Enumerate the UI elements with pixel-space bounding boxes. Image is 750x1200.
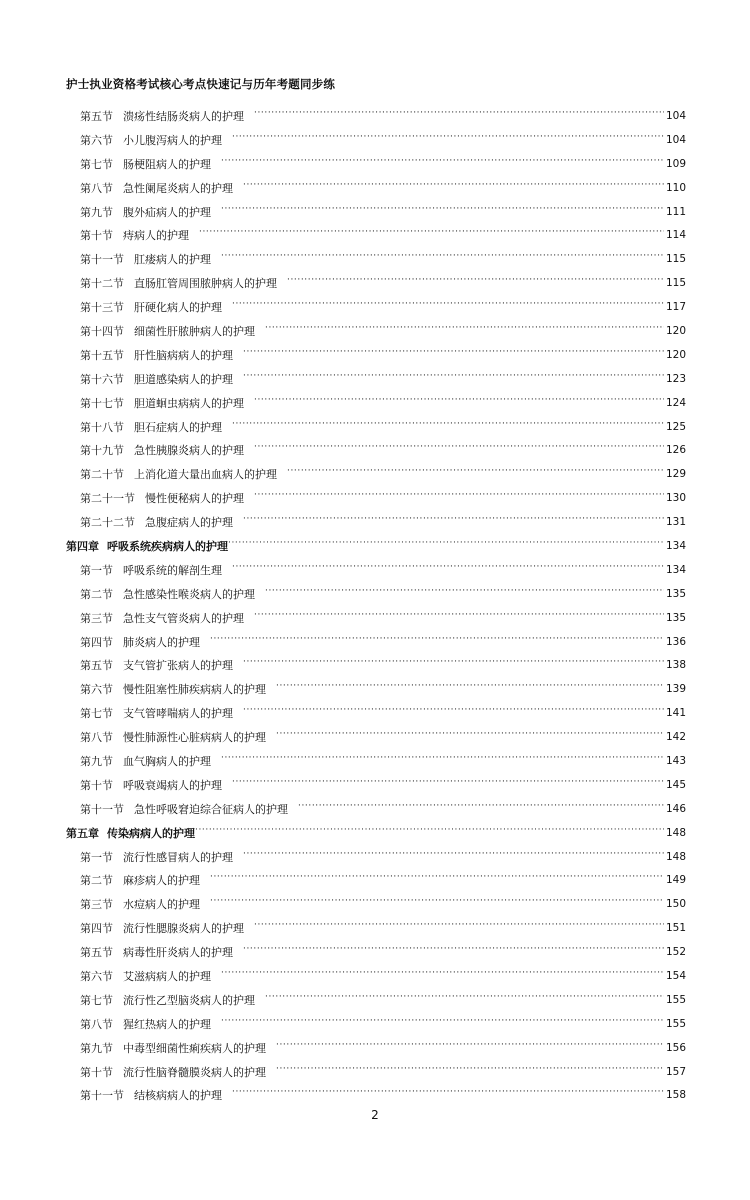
toc-entry-title: 胆道蛔虫病病人的护理 (134, 396, 244, 410)
toc-entry-number: 第九节 (80, 205, 113, 219)
toc-section-row[interactable] (66, 200, 686, 224)
toc-entry-title: 溃疡性结肠炎病人的护理 (123, 109, 244, 123)
toc-section-row[interactable] (66, 486, 686, 510)
toc-section-row[interactable] (66, 367, 686, 391)
toc-entry-title: 传染病病人的护理 (107, 826, 195, 840)
toc-entry-title: 肝硬化病人的护理 (134, 301, 222, 315)
toc-entry-page: 130 (665, 492, 686, 505)
toc-entry-number: 第十二节 (80, 277, 124, 291)
toc-entry-title: 呼吸系统的解剖生理 (123, 563, 222, 577)
toc-entry-page: 143 (665, 754, 686, 767)
toc-entry-page: 136 (665, 635, 686, 648)
toc-dot-leader (221, 970, 664, 982)
toc-dot-leader (265, 994, 664, 1006)
toc-entry-number: 第十五节 (80, 348, 124, 362)
toc-entry-title: 水痘病人的护理 (123, 898, 200, 912)
toc-section-row[interactable] (66, 916, 686, 940)
toc-dot-leader (276, 1066, 664, 1078)
toc-dot-leader (254, 612, 664, 624)
toc-section-row[interactable] (66, 1036, 686, 1060)
toc-entry-title: 艾滋病病人的护理 (123, 970, 211, 983)
toc-entry-number: 第七节 (80, 157, 113, 171)
toc-entry-title: 急腹症病人的护理 (145, 516, 233, 530)
toc-entry-title: 呼吸系统疾病病人的护理 (107, 539, 228, 553)
toc-entry-number: 第四章 (66, 539, 99, 553)
toc-dot-leader (243, 516, 664, 528)
toc-section-row[interactable] (66, 295, 686, 319)
toc-entry-page: 110 (665, 181, 686, 194)
toc-section-row[interactable] (66, 343, 686, 367)
toc-dot-leader (254, 922, 664, 934)
toc-dot-leader (232, 564, 664, 576)
toc-dot-leader (232, 1089, 664, 1101)
toc-dot-leader (276, 1042, 664, 1054)
toc-dot-leader (276, 683, 664, 695)
toc-entry-title: 流行性乙型脑炎病人的护理 (123, 993, 255, 1007)
toc-entry-page: 149 (665, 874, 686, 887)
toc-section-row[interactable] (66, 415, 686, 439)
toc-entry-number: 第五节 (80, 109, 113, 123)
toc-entry-page: 120 (665, 324, 686, 337)
toc-dot-leader (298, 803, 664, 815)
toc-entry-title: 支气管哮喘病人的护理 (123, 707, 233, 721)
toc-entry-page: 131 (665, 516, 686, 529)
toc-entry-number: 第四节 (80, 922, 113, 936)
toc-entry-page: 109 (665, 157, 686, 170)
toc-entry-number: 第五节 (80, 946, 113, 960)
toc-entry-page: 134 (665, 539, 686, 552)
toc-entry-number: 第五章 (66, 826, 99, 840)
toc-entry-page: 111 (665, 205, 686, 218)
toc-entry-page: 115 (665, 253, 686, 266)
toc-entry-title: 结核病病人的护理 (134, 1089, 222, 1103)
toc-section-row[interactable] (66, 988, 686, 1012)
toc-section-row[interactable] (66, 271, 686, 295)
toc-dot-leader (195, 827, 664, 839)
toc-section-row[interactable] (66, 725, 686, 749)
toc-entry-title: 流行性脑脊髓膜炎病人的护理 (123, 1065, 266, 1079)
toc-chapter-row[interactable] (66, 821, 686, 845)
toc-entry-title: 腹外疝病人的护理 (123, 205, 211, 219)
toc-dot-leader (265, 325, 664, 337)
toc-entry-title: 流行性感冒病人的护理 (123, 850, 233, 864)
toc-section-row[interactable] (66, 1012, 686, 1036)
toc-entry-title: 支气管扩张病人的护理 (123, 659, 233, 673)
toc-entry-page: 157 (665, 1065, 686, 1078)
running-header: 护士执业资格考试核心考点快速记与历年考题同步练 (66, 77, 336, 91)
toc-section-row[interactable] (66, 152, 686, 176)
toc-entry-page: 151 (665, 922, 686, 935)
toc-dot-leader (199, 229, 664, 241)
toc-entry-number: 第九节 (80, 754, 113, 768)
toc-entry-title: 痔病人的护理 (123, 229, 189, 243)
toc-entry-page: 123 (665, 372, 686, 385)
toc-entry-title: 血气胸病人的护理 (123, 754, 211, 768)
toc-entry-title: 胆石症病人的护理 (134, 420, 222, 434)
toc-entry-page: 135 (665, 587, 686, 600)
toc-entry-number: 第一节 (80, 850, 113, 864)
toc-entry-number: 第十节 (80, 229, 113, 243)
toc-entry-number: 第六节 (80, 970, 113, 983)
toc-entry-page: 104 (665, 133, 686, 146)
toc-entry-page: 138 (665, 659, 686, 672)
toc-section-row[interactable] (66, 247, 686, 271)
toc-section-row[interactable] (66, 1060, 686, 1084)
toc-section-row[interactable] (66, 582, 686, 606)
toc-dot-leader (221, 206, 664, 218)
toc-dot-leader (276, 731, 664, 743)
toc-section-row[interactable] (66, 773, 686, 797)
toc-dot-leader (243, 659, 664, 671)
toc-entry-title: 胆道感染病人的护理 (134, 372, 233, 386)
toc-entry-title: 上消化道大量出血病人的护理 (134, 468, 277, 482)
toc-dot-leader (232, 421, 664, 433)
toc-entry-title: 慢性便秘病人的护理 (145, 492, 244, 506)
toc-dot-leader (210, 898, 664, 910)
toc-entry-number: 第二节 (80, 587, 113, 601)
toc-dot-leader (210, 874, 664, 886)
toc-entry-number: 第二十节 (80, 468, 124, 482)
toc-entry-page: 115 (665, 277, 686, 290)
toc-entry-number: 第三节 (80, 611, 113, 625)
toc-entry-number: 第二节 (80, 874, 113, 888)
toc-entry-page: 148 (665, 826, 686, 839)
toc-section-row[interactable] (66, 940, 686, 964)
toc-entry-page: 125 (665, 420, 686, 433)
toc-section-row[interactable] (66, 391, 686, 415)
toc-dot-leader (232, 301, 664, 313)
toc-entry-number: 第八节 (80, 1017, 113, 1031)
toc-section-row[interactable] (66, 606, 686, 630)
toc-entry-page: 145 (665, 778, 686, 791)
toc-entry-title: 急性感染性喉炎病人的护理 (123, 587, 255, 601)
toc-entry-number: 第三节 (80, 898, 113, 912)
toc-section-row[interactable] (66, 749, 686, 773)
toc-entry-page: 129 (665, 468, 686, 481)
toc-entry-page: 155 (665, 1017, 686, 1030)
toc-entry-number: 第十九节 (80, 444, 124, 458)
toc-entry-title: 急性胰腺炎病人的护理 (134, 444, 244, 458)
toc-dot-leader (254, 444, 664, 456)
toc-entry-number: 第一节 (80, 563, 113, 577)
toc-entry-page: 155 (665, 993, 686, 1006)
toc-section-row[interactable] (66, 176, 686, 200)
toc-entry-number: 第十一节 (80, 802, 124, 816)
toc-entry-page: 142 (665, 731, 686, 744)
toc-section-row[interactable] (66, 1084, 686, 1108)
toc-dot-leader (287, 277, 664, 289)
toc-section-row[interactable] (66, 558, 686, 582)
toc-entry-page: 150 (665, 898, 686, 911)
toc-entry-number: 第十六节 (80, 372, 124, 386)
toc-entry-title: 肠梗阻病人的护理 (123, 157, 211, 171)
toc-entry-page: 124 (665, 396, 686, 409)
toc-entry-number: 第八节 (80, 181, 113, 195)
toc-entry-page: 146 (665, 802, 686, 815)
toc-dot-leader (254, 492, 664, 504)
toc-section-row[interactable] (66, 797, 686, 821)
toc-entry-title: 慢性阻塞性肺疾病病人的护理 (123, 683, 266, 697)
toc-entry-page: 117 (665, 301, 686, 314)
toc-section-row[interactable] (66, 964, 686, 988)
toc-section-row[interactable] (66, 462, 686, 486)
toc-entry-page: 141 (665, 707, 686, 720)
toc-dot-leader (243, 946, 664, 958)
toc-entry-title: 病毒性肝炎病人的护理 (123, 946, 233, 960)
toc-dot-leader (243, 349, 664, 361)
toc-entry-title: 急性阑尾炎病人的护理 (123, 181, 233, 195)
toc-entry-page: 104 (665, 109, 686, 122)
toc-section-row[interactable] (66, 677, 686, 701)
toc-section-row[interactable] (66, 510, 686, 534)
toc-entry-title: 呼吸衰竭病人的护理 (123, 778, 222, 792)
toc-entry-page: 120 (665, 348, 686, 361)
toc-section-row[interactable] (66, 701, 686, 725)
toc-entry-page: 148 (665, 850, 686, 863)
toc-dot-leader (265, 588, 664, 600)
toc-entry-number: 第六节 (80, 683, 113, 697)
table-of-contents (66, 104, 686, 1107)
toc-dot-leader (221, 755, 664, 767)
toc-entry-title: 肛瘘病人的护理 (134, 253, 211, 267)
toc-entry-title: 细菌性肝脓肿病人的护理 (134, 324, 255, 338)
toc-entry-page: 134 (665, 563, 686, 576)
toc-entry-number: 第十一节 (80, 1089, 124, 1103)
toc-dot-leader (243, 182, 664, 194)
toc-entry-number: 第十三节 (80, 301, 124, 315)
toc-dot-leader (228, 540, 664, 552)
toc-entry-title: 中毒型细菌性痢疾病人的护理 (123, 1041, 266, 1055)
toc-dot-leader (243, 373, 664, 385)
toc-section-row[interactable] (66, 892, 686, 916)
toc-entry-number: 第十一节 (80, 253, 124, 267)
toc-entry-number: 第六节 (80, 133, 113, 147)
toc-entry-page: 135 (665, 611, 686, 624)
toc-entry-page: 152 (665, 946, 686, 959)
toc-dot-leader (232, 779, 664, 791)
toc-section-row[interactable] (66, 653, 686, 677)
toc-chapter-row[interactable] (66, 534, 686, 558)
toc-entry-page: 139 (665, 683, 686, 696)
toc-entry-page: 158 (665, 1089, 686, 1102)
toc-entry-number: 第十四节 (80, 324, 124, 338)
toc-entry-title: 慢性肺源性心脏病病人的护理 (123, 731, 266, 745)
toc-entry-number: 第七节 (80, 993, 113, 1007)
toc-dot-leader (221, 158, 664, 170)
toc-section-row[interactable] (66, 128, 686, 152)
toc-section-row[interactable] (66, 438, 686, 462)
toc-entry-number: 第十节 (80, 1065, 113, 1079)
toc-entry-number: 第五节 (80, 659, 113, 673)
toc-entry-number: 第十节 (80, 778, 113, 792)
toc-entry-page: 114 (665, 229, 686, 242)
toc-entry-page: 126 (665, 444, 686, 457)
toc-entry-number: 第十八节 (80, 420, 124, 434)
toc-entry-title: 猩红热病人的护理 (123, 1017, 211, 1031)
toc-entry-title: 直肠肛管周围脓肿病人的护理 (134, 277, 277, 291)
toc-dot-leader (254, 397, 664, 409)
toc-entry-title: 小儿腹泻病人的护理 (123, 133, 222, 147)
toc-dot-leader (243, 707, 664, 719)
toc-entry-number: 第九节 (80, 1041, 113, 1055)
toc-dot-leader (210, 636, 664, 648)
toc-section-row[interactable] (66, 869, 686, 893)
toc-dot-leader (232, 134, 664, 146)
toc-entry-title: 急性呼吸窘迫综合征病人的护理 (134, 802, 288, 816)
toc-entry-title: 急性支气管炎病人的护理 (123, 611, 244, 625)
toc-entry-title: 肺炎病人的护理 (123, 635, 200, 649)
toc-entry-page: 154 (665, 970, 686, 982)
toc-section-row[interactable] (66, 319, 686, 343)
toc-entry-title: 肝性脑病病人的护理 (134, 348, 233, 362)
toc-entry-number: 第十七节 (80, 396, 124, 410)
toc-dot-leader (254, 110, 664, 122)
toc-dot-leader (221, 253, 664, 265)
toc-entry-number: 第二十一节 (80, 492, 135, 506)
toc-entry-title: 麻疹病人的护理 (123, 874, 200, 888)
toc-dot-leader (221, 1018, 664, 1030)
toc-entry-title: 流行性腮腺炎病人的护理 (123, 922, 244, 936)
toc-entry-number: 第二十二节 (80, 516, 135, 530)
toc-entry-number: 第四节 (80, 635, 113, 649)
toc-section-row[interactable] (66, 223, 686, 247)
toc-entry-number: 第八节 (80, 731, 113, 745)
toc-entry-page: 156 (665, 1041, 686, 1054)
toc-section-row[interactable] (66, 630, 686, 654)
toc-section-row[interactable] (66, 845, 686, 869)
toc-section-row[interactable] (66, 104, 686, 128)
page-number: 2 (371, 1108, 379, 1122)
toc-dot-leader (287, 468, 664, 480)
toc-entry-number: 第七节 (80, 707, 113, 721)
toc-dot-leader (243, 851, 664, 863)
